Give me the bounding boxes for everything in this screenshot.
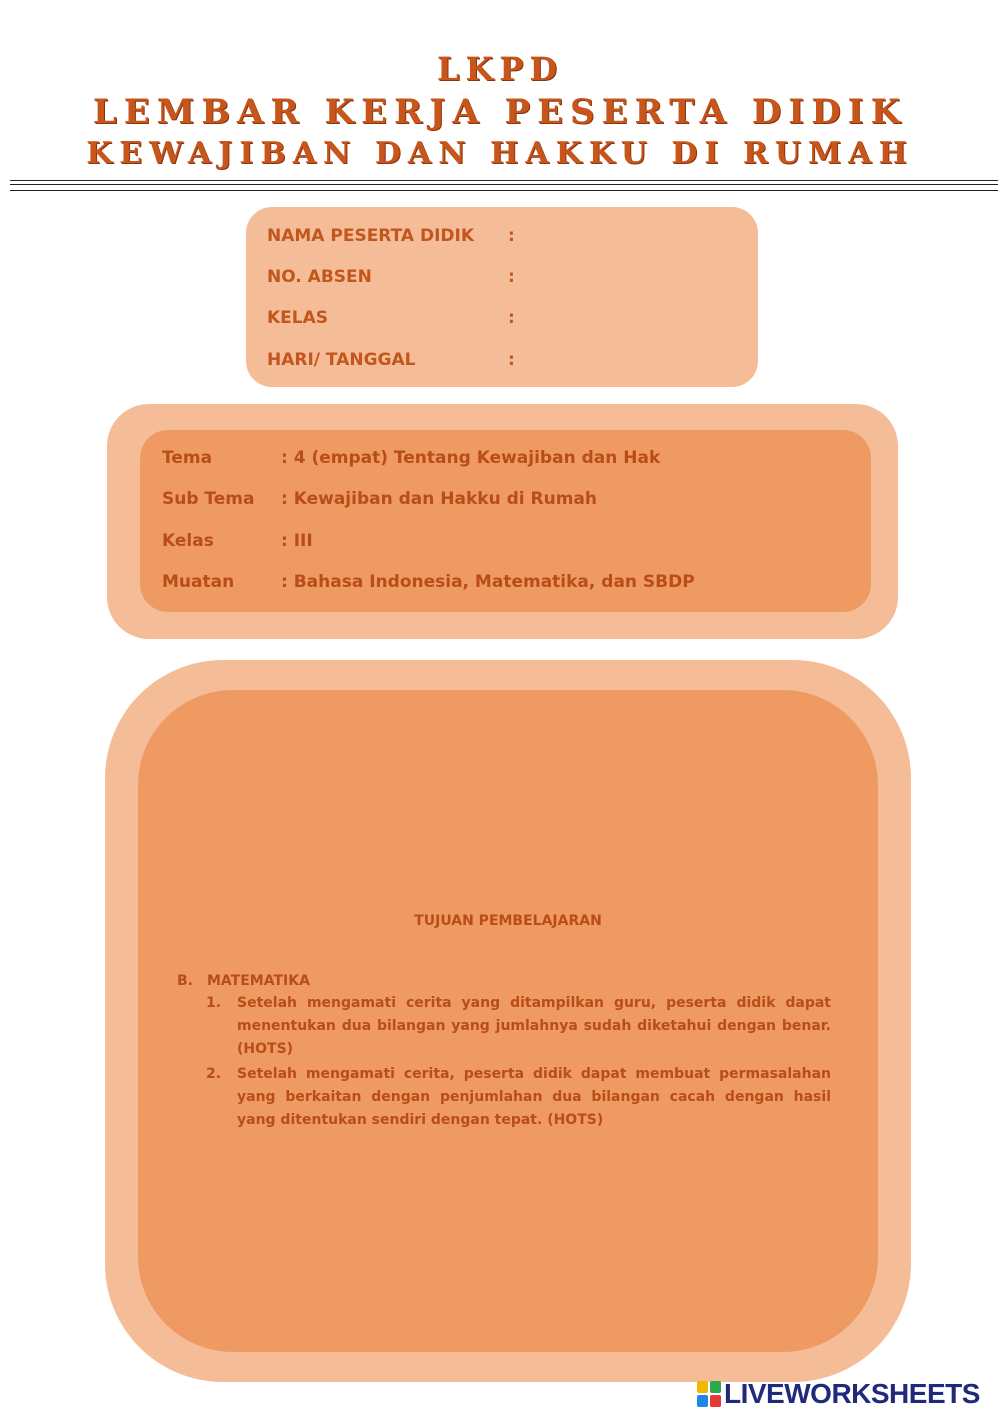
lesson-info-inner <box>140 430 871 612</box>
header-lkpd: LKPD <box>436 50 564 88</box>
info-value: : Kewajiban dan Hakku di Rumah <box>281 489 598 509</box>
header-topic-title: KEWAJIBAN DAN HAKKU DI RUMAH <box>86 136 914 171</box>
goal-number: 2. <box>206 1066 222 1082</box>
learning-goals-inner <box>138 690 878 1352</box>
student-identity-box <box>246 207 758 387</box>
info-label: Tema <box>162 448 213 468</box>
identity-colon: : <box>508 308 515 328</box>
learning-goals-title: TUJUAN PEMBELAJARAN <box>414 913 602 929</box>
goal-item <box>206 992 831 1061</box>
identity-colon: : <box>508 350 515 370</box>
identity-label: HARI/ TANGGAL <box>267 350 416 370</box>
info-value: : 4 (empat) Tentang Kewajiban dan Hak <box>281 448 661 468</box>
section-letter: B. <box>177 973 193 989</box>
section-title: MATEMATIKA <box>207 973 310 989</box>
watermark-text: LIVEWORKSHEETS <box>724 1378 980 1409</box>
goal-text: Setelah mengamati cerita, peserta didik dapat membuat permasalahan yang berkaitan dengan penjumlahan dua bilangan cacah dengan hasil yang ditentukan sendiri dengan tepat. (HOTS) <box>237 1066 831 1128</box>
learning-goals-box <box>105 660 911 1382</box>
identity-colon: : <box>508 267 515 287</box>
info-label: Muatan <box>162 572 235 592</box>
goal-number: 1. <box>206 995 222 1011</box>
goal-item <box>206 1063 831 1132</box>
divider-line <box>10 184 998 185</box>
header-document-title: LEMBAR KERJA PESERTA DIDIK <box>92 92 908 132</box>
info-value: : Bahasa Indonesia, Matematika, dan SBDP <box>281 572 695 592</box>
identity-label: KELAS <box>267 308 329 328</box>
identity-colon: : <box>508 226 515 246</box>
info-label: Sub Tema <box>162 489 255 509</box>
identity-label: NAMA PESERTA DIDIK <box>267 226 475 246</box>
goal-text: Setelah mengamati cerita yang ditampilkan guru, peserta didik dapat menentukan dua bilangan yang jumlahnya sudah diketahui dengan benar. (HOTS) <box>237 995 831 1057</box>
divider-line <box>10 190 998 191</box>
info-label: Kelas <box>162 531 214 551</box>
lesson-info-box <box>107 404 898 639</box>
info-value: : III <box>281 531 313 551</box>
divider-line <box>10 180 998 181</box>
liveworksheets-logo-icon <box>697 1381 721 1407</box>
identity-label: NO. ABSEN <box>267 267 372 287</box>
